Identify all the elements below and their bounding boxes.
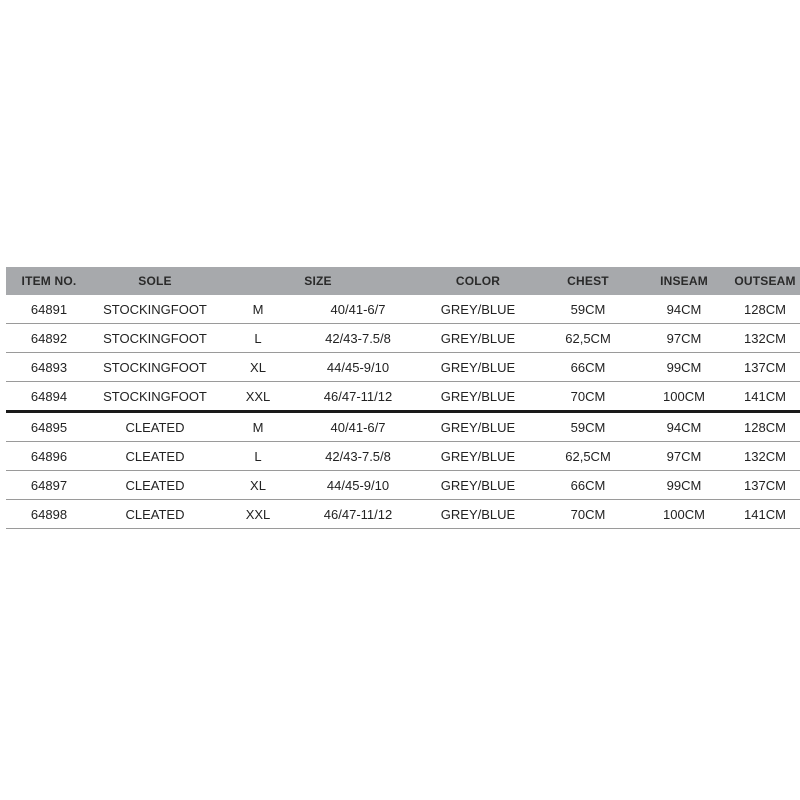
cell-size: L <box>218 442 298 471</box>
table-row <box>6 382 800 412</box>
cell-sole: CLEATED <box>92 500 218 529</box>
cell-chest: 66CM <box>538 353 638 382</box>
cell-chest: 70CM <box>538 500 638 529</box>
cell-sole: CLEATED <box>92 471 218 500</box>
cell-color: GREY/BLUE <box>418 295 538 324</box>
cell-shoe-size: 44/45-9/10 <box>298 471 418 500</box>
cell-chest: 70CM <box>538 382 638 412</box>
cell-chest: 62,5CM <box>538 442 638 471</box>
cell-chest: 59CM <box>538 295 638 324</box>
cell-item-no: 64891 <box>6 295 92 324</box>
cell-sole: STOCKINGFOOT <box>92 295 218 324</box>
table-header <box>6 267 800 295</box>
cell-color: GREY/BLUE <box>418 412 538 442</box>
cell-outseam: 141CM <box>730 382 800 412</box>
cell-shoe-size: 40/41-6/7 <box>298 295 418 324</box>
header-sole: SOLE <box>92 267 218 295</box>
cell-outseam: 137CM <box>730 471 800 500</box>
cell-size: XL <box>218 471 298 500</box>
table-row <box>6 353 800 382</box>
cell-size: XXL <box>218 382 298 412</box>
cell-inseam: 94CM <box>638 295 730 324</box>
cell-item-no: 64897 <box>6 471 92 500</box>
header-item-no: ITEM NO. <box>6 267 92 295</box>
cell-sole: STOCKINGFOOT <box>92 382 218 412</box>
cell-size: M <box>218 295 298 324</box>
cell-inseam: 97CM <box>638 442 730 471</box>
size-chart-table <box>6 267 800 529</box>
header-outseam: OUTSEAM <box>730 267 800 295</box>
cell-inseam: 97CM <box>638 324 730 353</box>
cell-shoe-size: 42/43-7.5/8 <box>298 324 418 353</box>
cell-color: GREY/BLUE <box>418 324 538 353</box>
cell-sole: STOCKINGFOOT <box>92 324 218 353</box>
cell-sole: CLEATED <box>92 442 218 471</box>
cell-size: XL <box>218 353 298 382</box>
cell-inseam: 99CM <box>638 471 730 500</box>
cell-item-no: 64892 <box>6 324 92 353</box>
cell-color: GREY/BLUE <box>418 442 538 471</box>
cell-color: GREY/BLUE <box>418 500 538 529</box>
cell-chest: 59CM <box>538 412 638 442</box>
table-row <box>6 442 800 471</box>
cell-shoe-size: 42/43-7.5/8 <box>298 442 418 471</box>
header-chest: CHEST <box>538 267 638 295</box>
cell-inseam: 100CM <box>638 382 730 412</box>
cell-outseam: 128CM <box>730 295 800 324</box>
cell-item-no: 64896 <box>6 442 92 471</box>
cell-outseam: 141CM <box>730 500 800 529</box>
cell-outseam: 137CM <box>730 353 800 382</box>
cell-outseam: 132CM <box>730 324 800 353</box>
cell-item-no: 64893 <box>6 353 92 382</box>
cell-color: GREY/BLUE <box>418 382 538 412</box>
cell-chest: 62,5CM <box>538 324 638 353</box>
header-inseam: INSEAM <box>638 267 730 295</box>
cell-item-no: 64894 <box>6 382 92 412</box>
table-row <box>6 295 800 324</box>
cell-outseam: 128CM <box>730 412 800 442</box>
cell-size: M <box>218 412 298 442</box>
cell-shoe-size: 44/45-9/10 <box>298 353 418 382</box>
header-size: SIZE <box>218 267 418 295</box>
cell-item-no: 64898 <box>6 500 92 529</box>
table-row <box>6 412 800 442</box>
cell-sole: CLEATED <box>92 412 218 442</box>
cell-size: XXL <box>218 500 298 529</box>
table-row <box>6 471 800 500</box>
table-body <box>6 295 800 529</box>
header-color: COLOR <box>418 267 538 295</box>
cell-color: GREY/BLUE <box>418 471 538 500</box>
cell-inseam: 100CM <box>638 500 730 529</box>
cell-shoe-size: 40/41-6/7 <box>298 412 418 442</box>
cell-outseam: 132CM <box>730 442 800 471</box>
cell-sole: STOCKINGFOOT <box>92 353 218 382</box>
cell-color: GREY/BLUE <box>418 353 538 382</box>
cell-item-no: 64895 <box>6 412 92 442</box>
cell-inseam: 99CM <box>638 353 730 382</box>
cell-shoe-size: 46/47-11/12 <box>298 500 418 529</box>
cell-shoe-size: 46/47-11/12 <box>298 382 418 412</box>
table-row <box>6 500 800 529</box>
cell-chest: 66CM <box>538 471 638 500</box>
cell-size: L <box>218 324 298 353</box>
cell-inseam: 94CM <box>638 412 730 442</box>
header-row <box>6 267 800 295</box>
table-row <box>6 324 800 353</box>
